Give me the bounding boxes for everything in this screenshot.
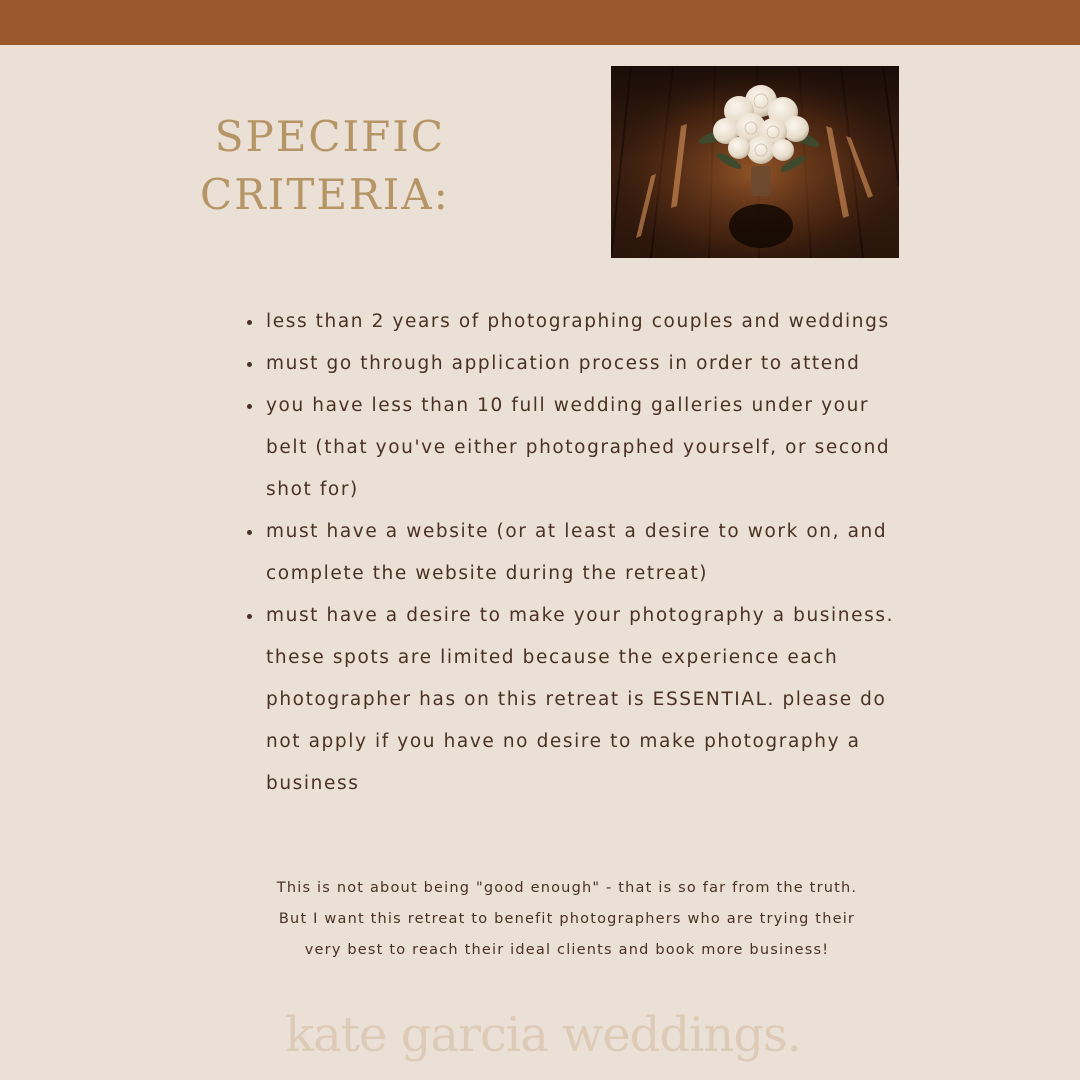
brand-wordmark: kate garcia weddings. <box>285 1007 801 1063</box>
bouquet-photo <box>611 66 899 258</box>
criteria-item: must go through application process in order to attend <box>266 343 916 385</box>
criteria-item: less than 2 years of photographing couples and weddings <box>266 301 916 343</box>
criteria-item: you have less than 10 full wedding galleries under your belt (that you've either photographed yourself, or second shot for) <box>266 385 916 511</box>
top-accent-bar <box>0 0 1080 45</box>
title-line-2: CRITERIA: <box>200 170 450 219</box>
page-title <box>200 108 450 224</box>
closing-note <box>240 873 894 966</box>
criteria-item: must have a desire to make your photography a business. these spots are limited because the experience each photographer has on this retreat is ESSENTIAL. please do not apply if you have no desire to make photography a business <box>266 595 916 805</box>
note-line-3: very best to reach their ideal clients and book more business! <box>304 942 830 958</box>
criteria-list <box>266 301 916 805</box>
criteria-item: must have a website (or at least a desire to work on, and complete the website during the retreat) <box>266 511 916 595</box>
title-line-1: SPECIFIC <box>214 112 445 161</box>
note-line-2: But I want this retreat to benefit photographers who are trying their <box>278 911 856 927</box>
note-line-1: This is not about being "good enough" - that is so far from the truth. <box>276 880 858 896</box>
